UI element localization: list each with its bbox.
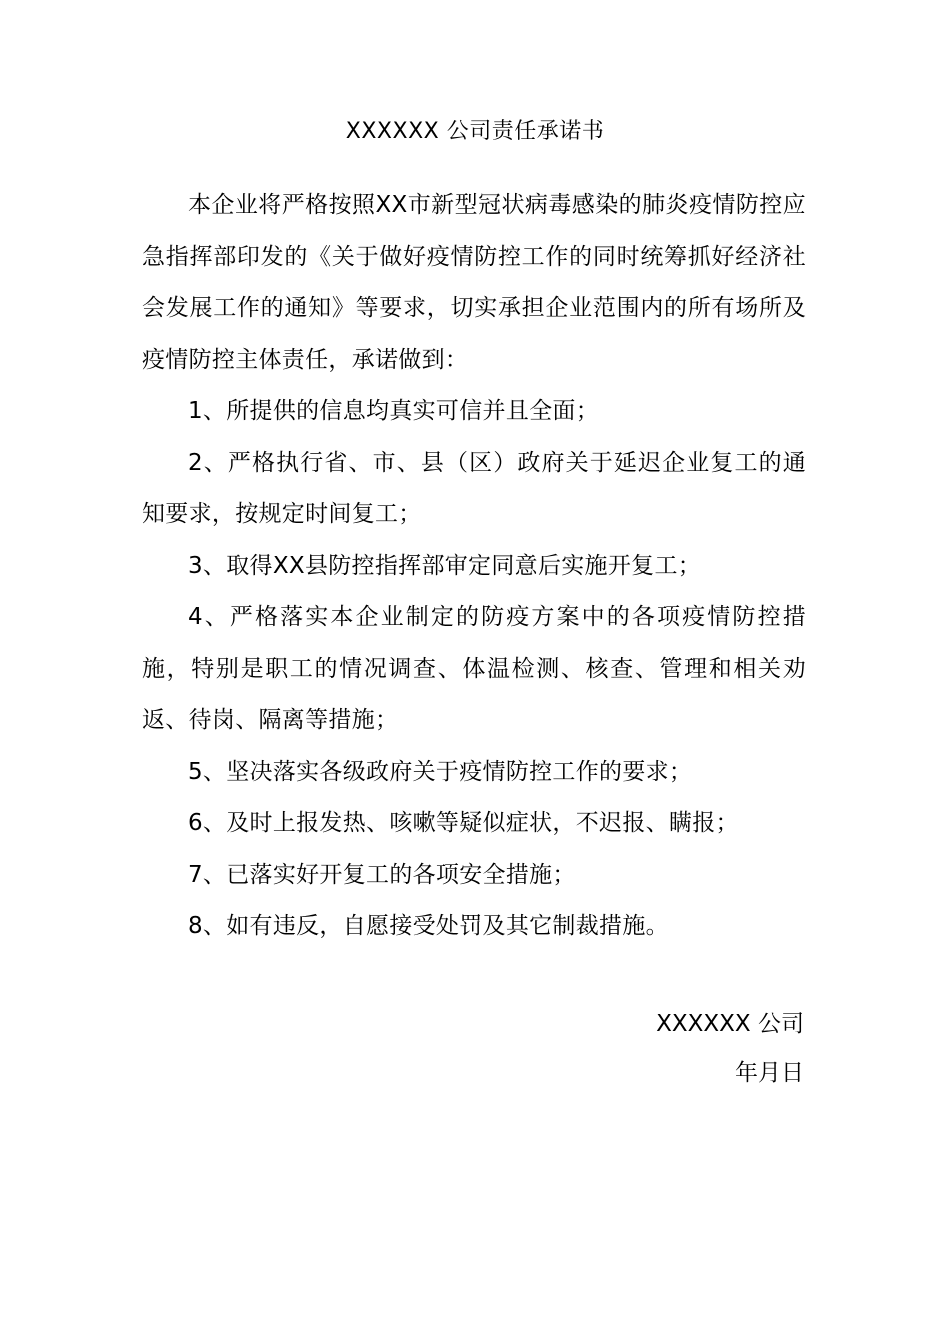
signature-company: XXXXXX 公司 — [656, 1011, 804, 1037]
commitment-item-1: 1、所提供的信息均真实可信并且全面； — [188, 398, 600, 424]
commitment-item-8: 8、如有违反，自愿接受处罚及其它制裁措施。 — [188, 913, 669, 939]
commitment-item-7: 7、已落实好开复工的各项安全措施； — [188, 861, 576, 888]
document-title: XXXXXX 公司责任承诺书 — [345, 119, 605, 144]
signature-block — [656, 1000, 804, 1098]
intro-paragraph: 本企业将严格按照XX市新型冠状病毒感染的肺炎疫情防控应急指挥部印发的《关于做好疫情防控工作的同时统筹抓好经济社会发展工作的通知》等要求，切实承担企业范围内的所有场所及疫情防控主体责任，承诺做到： — [142, 192, 806, 373]
document-body — [142, 180, 806, 953]
commitment-item-2: 2、严格执行省、市、县（区）政府关于延迟企业复工的通知要求，按规定时间复工； — [142, 449, 806, 527]
commitment-item-4: 4、严格落实本企业制定的防疫方案中的各项疫情防控措施，特别是职工的情况调查、体温检测、核查、管理和相关劝返、待岗、隔离等措施； — [142, 604, 806, 733]
signature-date: 年月日 — [735, 1060, 804, 1086]
commitment-item-3: 3、取得XX县防控指挥部审定同意后实施开复工； — [188, 552, 702, 579]
commitment-item-5: 5、坚决落实各级政府关于疫情防控工作的要求； — [188, 758, 693, 785]
commitment-item-6: 6、及时上报发热、咳嗽等疑似症状，不迟报、瞒报； — [188, 810, 739, 836]
